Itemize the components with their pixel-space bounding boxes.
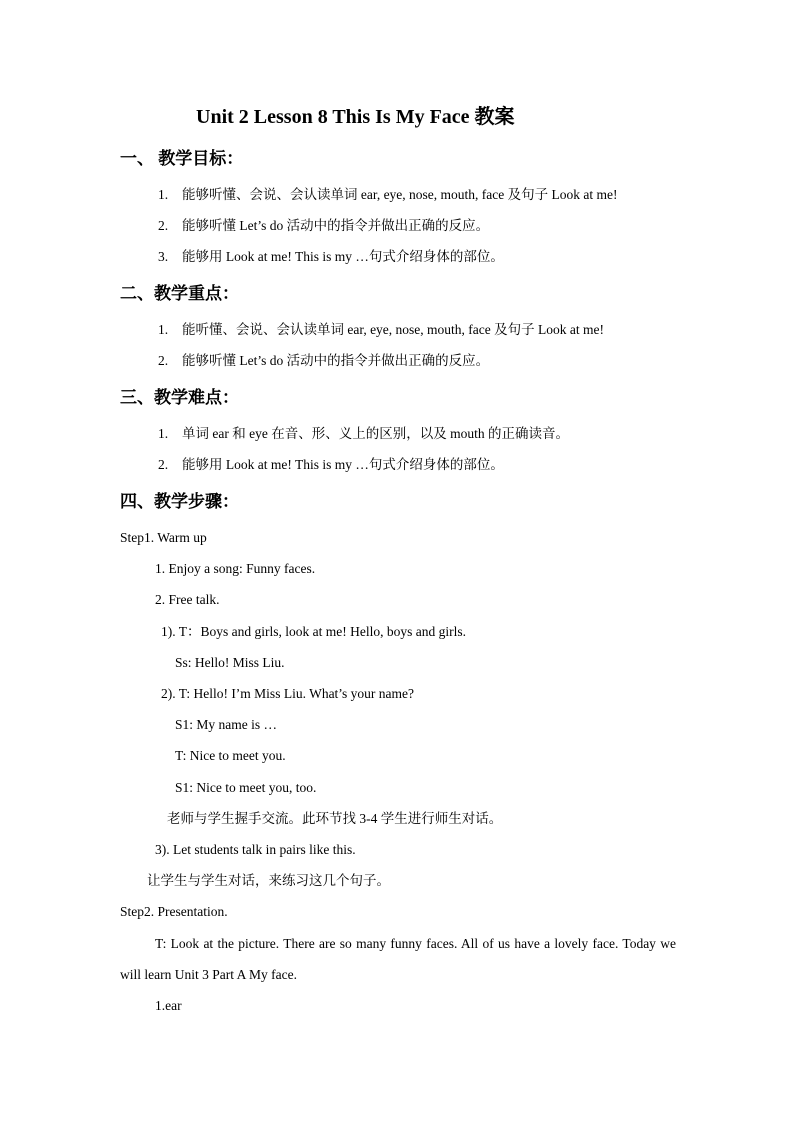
list-item [158, 248, 504, 266]
presentation-paragraph: T: Look at the picture. There are so many funny faces. All of us have a lovely face. Today we will learn Unit 3 Part A My face. [120, 936, 676, 982]
list-text: 能够听懂、会说、会认读单词 ear, eye, nose, mouth, face 及句子 Look at me! [182, 187, 618, 202]
list-text: 能够用 Look at me! This is my …句式介绍身体的部位。 [182, 457, 504, 472]
vocab-item: 1.ear [155, 998, 182, 1013]
list-text: 能够用 Look at me! This is my …句式介绍身体的部位。 [182, 249, 504, 264]
section-heading-steps: 四、教学步骤： [120, 492, 239, 511]
list-item [158, 352, 489, 370]
list-text: 能够听懂 Let’s do 活动中的指令并做出正确的反应。 [182, 218, 490, 233]
list-item [158, 186, 618, 204]
list-item [158, 321, 604, 339]
step2-label: Step2. Presentation. [120, 904, 228, 919]
list-text: 单词 ear 和 eye 在音、形、义上的区别，以及 mouth 的正确读音。 [182, 426, 569, 441]
list-number: 1. [158, 426, 169, 441]
dialogue-line: T: Nice to meet you. [175, 748, 286, 763]
pair-talk-line: 3). Let students talk in pairs like this. [155, 842, 356, 857]
list-item [158, 456, 504, 474]
list-text: 能听懂、会说、会认读单词 ear, eye, nose, mouth, face 及句子 Look at me! [182, 322, 604, 337]
enjoy-song-line: 1. Enjoy a song: Funny faces. [155, 561, 316, 576]
dialogue-line: 2). T: Hello! I’m Miss Liu. What’s your name? [161, 686, 415, 701]
teacher-note: 让学生与学生对话，来练习这几个句子。 [147, 873, 390, 888]
list-number: 1. [158, 187, 169, 202]
list-number: 1. [158, 322, 169, 337]
list-item [158, 217, 489, 235]
list-number: 2. [158, 218, 169, 233]
free-talk-line: 2. Free talk. [155, 592, 220, 607]
dialogue-line: S1: My name is … [175, 717, 278, 732]
list-number: 2. [158, 353, 169, 368]
document-title: Unit 2 Lesson 8 This Is My Face 教案 [196, 106, 515, 128]
list-item [158, 425, 569, 443]
teacher-note: 老师与学生握手交流。此环节找 3-4 学生进行师生对话。 [167, 811, 503, 826]
section-heading-difficulties: 三、教学难点： [120, 388, 239, 407]
step1-label: Step1. Warm up [120, 530, 207, 545]
list-text: 能够听懂 Let’s do 活动中的指令并做出正确的反应。 [182, 353, 490, 368]
dialogue-line: S1: Nice to meet you, too. [175, 780, 317, 795]
dialogue-line: 1). T：Boys and girls, look at me! Hello, boys and girls. [161, 624, 466, 639]
dialogue-line: Ss: Hello! Miss Liu. [175, 655, 285, 670]
section-heading-objectives: 一、 教学目标： [120, 149, 244, 168]
list-number: 2. [158, 457, 169, 472]
section-heading-key-points: 二、教学重点： [120, 284, 239, 303]
list-number: 3. [158, 249, 169, 264]
